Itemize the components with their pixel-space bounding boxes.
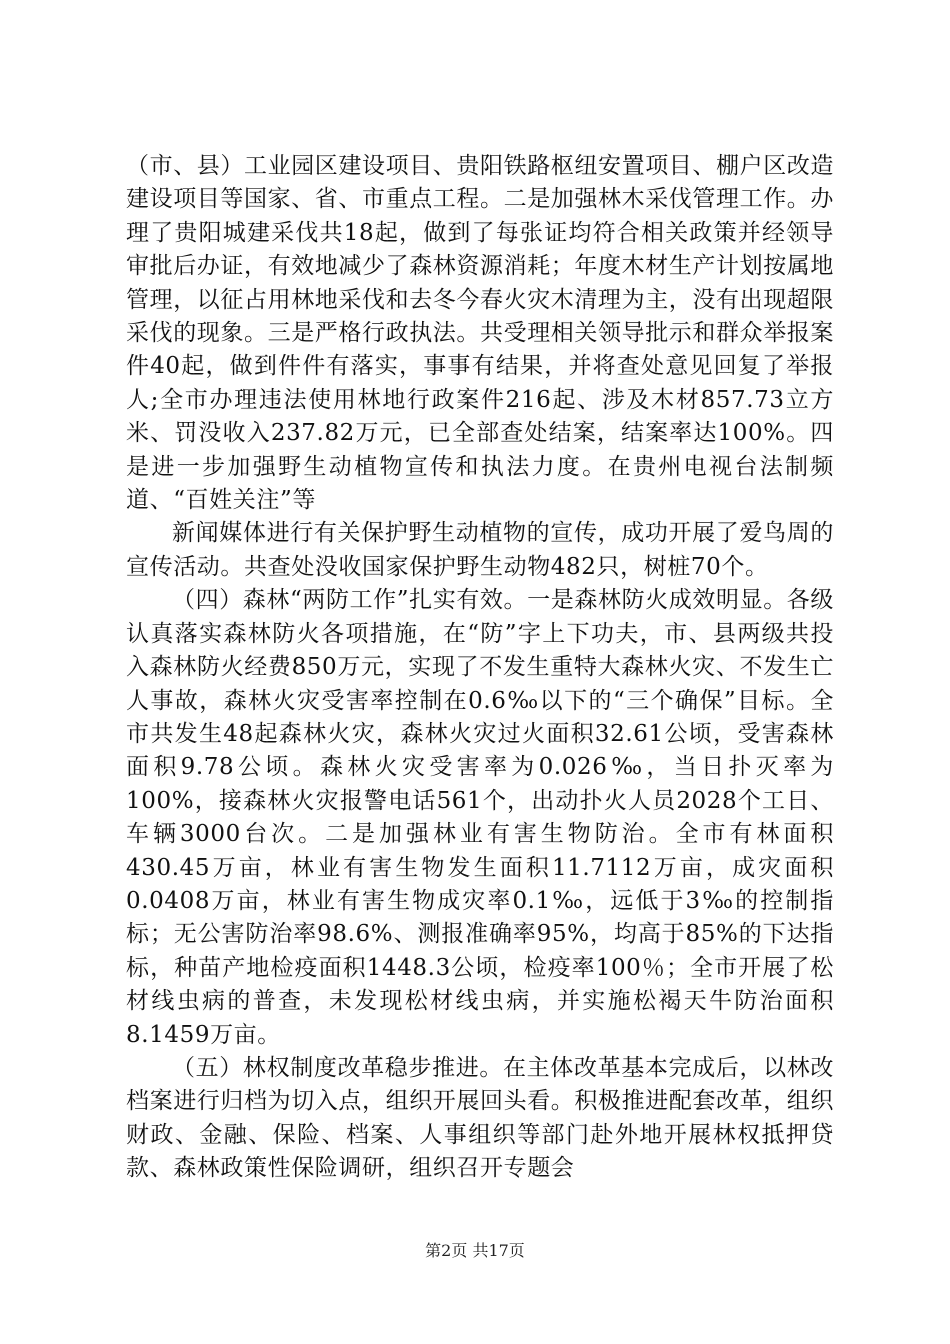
paragraph-1: （市、县）工业园区建设项目、贵阳铁路枢纽安置项目、棚户区改造建设项目等国家、省、市重点工程。二是加强林木采伐管理工作。办理了贵阳城建采伐共18起，做到了每张证均符合相关政策并经领导审批后办证，有效地减少了森林资源消耗；年度木材生产计划按属地管理，以征占用林地采伐和去冬今春火灾木清理为主，没有出现超限采伐的现象。三是严格行政执法。共受理相关领导批示和群众举报案件40起，做到件件有落实，事事有结果，并将查处意见回复了举报人;全市办理违法使用林地行政案件216起、涉及木材857.73立方米、罚没收入237.82万元，已全部查处结案，结案率达100%。四是进一步加强野生动植物宣传和执法力度。在贵州电视台法制频道、“百姓关注”等 (126, 153, 834, 514)
paragraph-3: （四）森林“两防工作”扎实有效。一是森林防火成效明显。各级认真落实森林防火各项措施，在“防”字上下功夫，市、县两级共投入森林防火经费850万元，实现了不发生重特大森林火灾、不发生亡人事故，森林火灾受害率控制在0.6‰以下的“三个确保”目标。全市共发生48起森林火灾，森林火灾过火面积32.61公顷，受害森林面积9.78公顷。森林火灾受害率为0.026‰，当日扑灭率为100%，接森林火灾报警电话561个，出动扑火人员2028个工日、车辆3000台次。二是加强林业有害生物防治。全市有林面积430.45万亩，林业有害生物发生面积11.7112万亩，成灾面积0.0408万亩，林业有害生物成灾率0.1‰，远低于3‰的控制指标；无公害防治率98.6%、测报准确率95%，均高于85%的下达指标，种苗产地检疫面积1448.3公顷，检疫率100％；全市开展了松材线虫病的普查，未发现松材线虫病，并实施松褐天牛防治面积8.1459万亩。 (126, 587, 834, 1048)
paragraph-4: （五）林权制度改革稳步推进。在主体改革基本完成后，以林改档案进行归档为切入点，组织开展回头看。积极推进配套改革，组织财政、金融、保险、档案、人事组织等部门赴外地开展林权抵押贷款、森林政策性保险调研，组织召开专题会 (126, 1054, 834, 1182)
page-footer: 第2页 共17页 (425, 1241, 525, 1260)
paragraph-2: 新闻媒体进行有关保护野生动植物的宣传，成功开展了爱鸟周的宣传活动。共查处没收国家保护野生动物482只，树桩70个。 (126, 520, 834, 580)
document-body (126, 150, 834, 1186)
